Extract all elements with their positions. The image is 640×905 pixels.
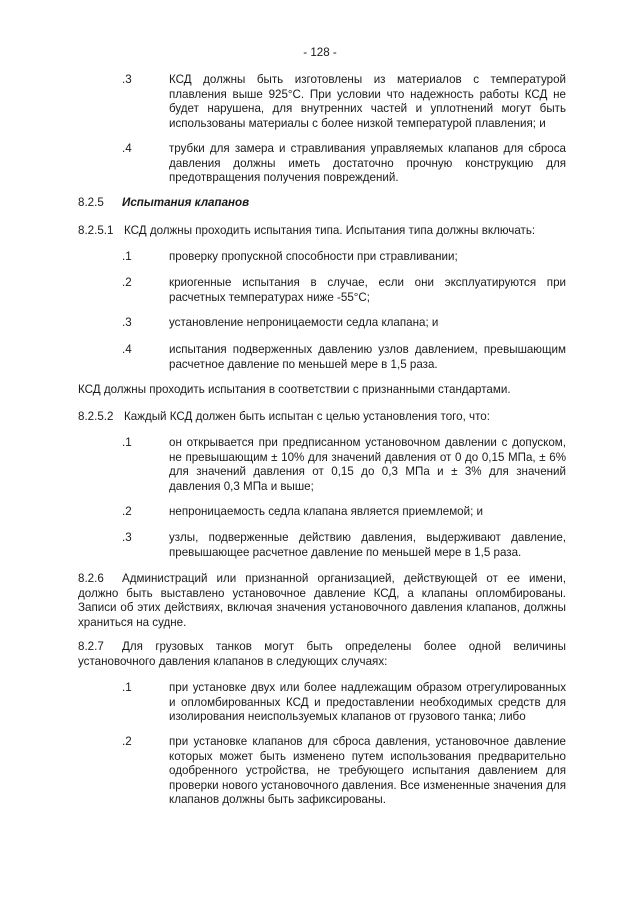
item-text: он открывается при предписанном установочном давлении с допуском, не превышающим ± 10% для значений давления от 0 до 0,15 МПа, ± 6% для значений давления от 0,15 до 0,3 МПа и ± 3% для значений давления 0,3 МПа и выше; bbox=[169, 436, 566, 493]
paragraph-number: 8.2.6 bbox=[78, 572, 104, 585]
paragraph-8-2-5-1 bbox=[78, 224, 566, 239]
item-number: .3 bbox=[122, 316, 132, 329]
item-text: установление непроницаемости седла клапана; и bbox=[169, 316, 439, 329]
item-number: .3 bbox=[122, 73, 132, 86]
item-text: трубки для замера и стравливания управляемых клапанов для сброса давления должны иметь достаточно прочную конструкцию для предотвращения получения повреждений. bbox=[169, 142, 566, 185]
section-title: Испытания клапанов bbox=[122, 196, 250, 209]
paragraph-number: 8.2.5.1 bbox=[78, 224, 114, 237]
paragraph-8-2-7 bbox=[78, 640, 566, 669]
item-number: .2 bbox=[122, 276, 132, 289]
item-text: при установке клапанов для сброса давления, установочное давление которых может быть изменено путем использования предварительно одобренного устройства, не требующего испытания давлением для проверки нового установочного давления. Все измененные значения для клапанов должны быть зафиксированы. bbox=[169, 735, 566, 807]
item-text: при установке двух или более надлежащим образом отрегулированных и опломбированных КСД и предоставлении необходимых средств для изолирования неиспользуемых клапанов от грузового танка; либо bbox=[169, 681, 566, 724]
paragraph-number: 8.2.5.2 bbox=[78, 410, 114, 423]
paragraph-text: Каждый КСД должен быть испытан с целью установления того, что: bbox=[124, 410, 490, 423]
section-number: 8.2.5 bbox=[78, 196, 104, 209]
item-number: .4 bbox=[122, 142, 132, 155]
item-number: .1 bbox=[122, 436, 132, 449]
item-text: непроницаемость седла клапана является приемлемой; и bbox=[169, 505, 484, 518]
paragraph-number: 8.2.7 bbox=[78, 640, 104, 653]
item-number: .4 bbox=[122, 343, 132, 356]
item-number: .3 bbox=[122, 531, 132, 544]
item-text: узлы, подверженные действию давления, выдерживают давление, превышающее расчетное давление по меньшей мере в 1,5 раза. bbox=[169, 531, 566, 559]
item-number: .1 bbox=[122, 250, 132, 263]
paragraph-8-2-5-2 bbox=[78, 410, 566, 425]
paragraph-8-2-6 bbox=[78, 572, 566, 630]
item-text: испытания подверженных давлению узлов давлением, превышающим расчетное давление по меньшей мере в 1,5 раза. bbox=[169, 343, 566, 371]
item-text: проверку пропускной способности при стравливании; bbox=[169, 250, 458, 263]
item-number: .2 bbox=[122, 735, 132, 748]
paragraph-standards: КСД должны проходить испытания в соответствии с признанными стандартами. bbox=[78, 383, 511, 396]
paragraph-text: Администраций или признанной организацией, действующей от ее имени, должно быть выставлено установочное давление КСД, а клапаны опломбированы. Записи об этих действиях, включая значения установочного давления клапанов, должны храниться на судне. bbox=[78, 572, 566, 629]
page-number: - 128 - bbox=[303, 46, 337, 59]
paragraph-text: Для грузовых танков могут быть определены более одной величины установочного давления клапанов в следующих случаях: bbox=[78, 640, 566, 668]
item-number: .2 bbox=[122, 505, 132, 518]
paragraph-text: КСД должны проходить испытания типа. Испытания типа должны включать: bbox=[124, 224, 536, 237]
item-number: .1 bbox=[122, 681, 132, 694]
item-text: КСД должны быть изготовлены из материалов с температурой плавления выше 925°C. При условии что надежность работы КСД не будет нарушена, для внутренних частей и уплотнений могут быть использованы материалы с более низкой температурой плавления; и bbox=[169, 73, 566, 130]
item-text: криогенные испытания в случае, если они эксплуатируются при расчетных температурах ниже -55°C; bbox=[169, 276, 566, 304]
